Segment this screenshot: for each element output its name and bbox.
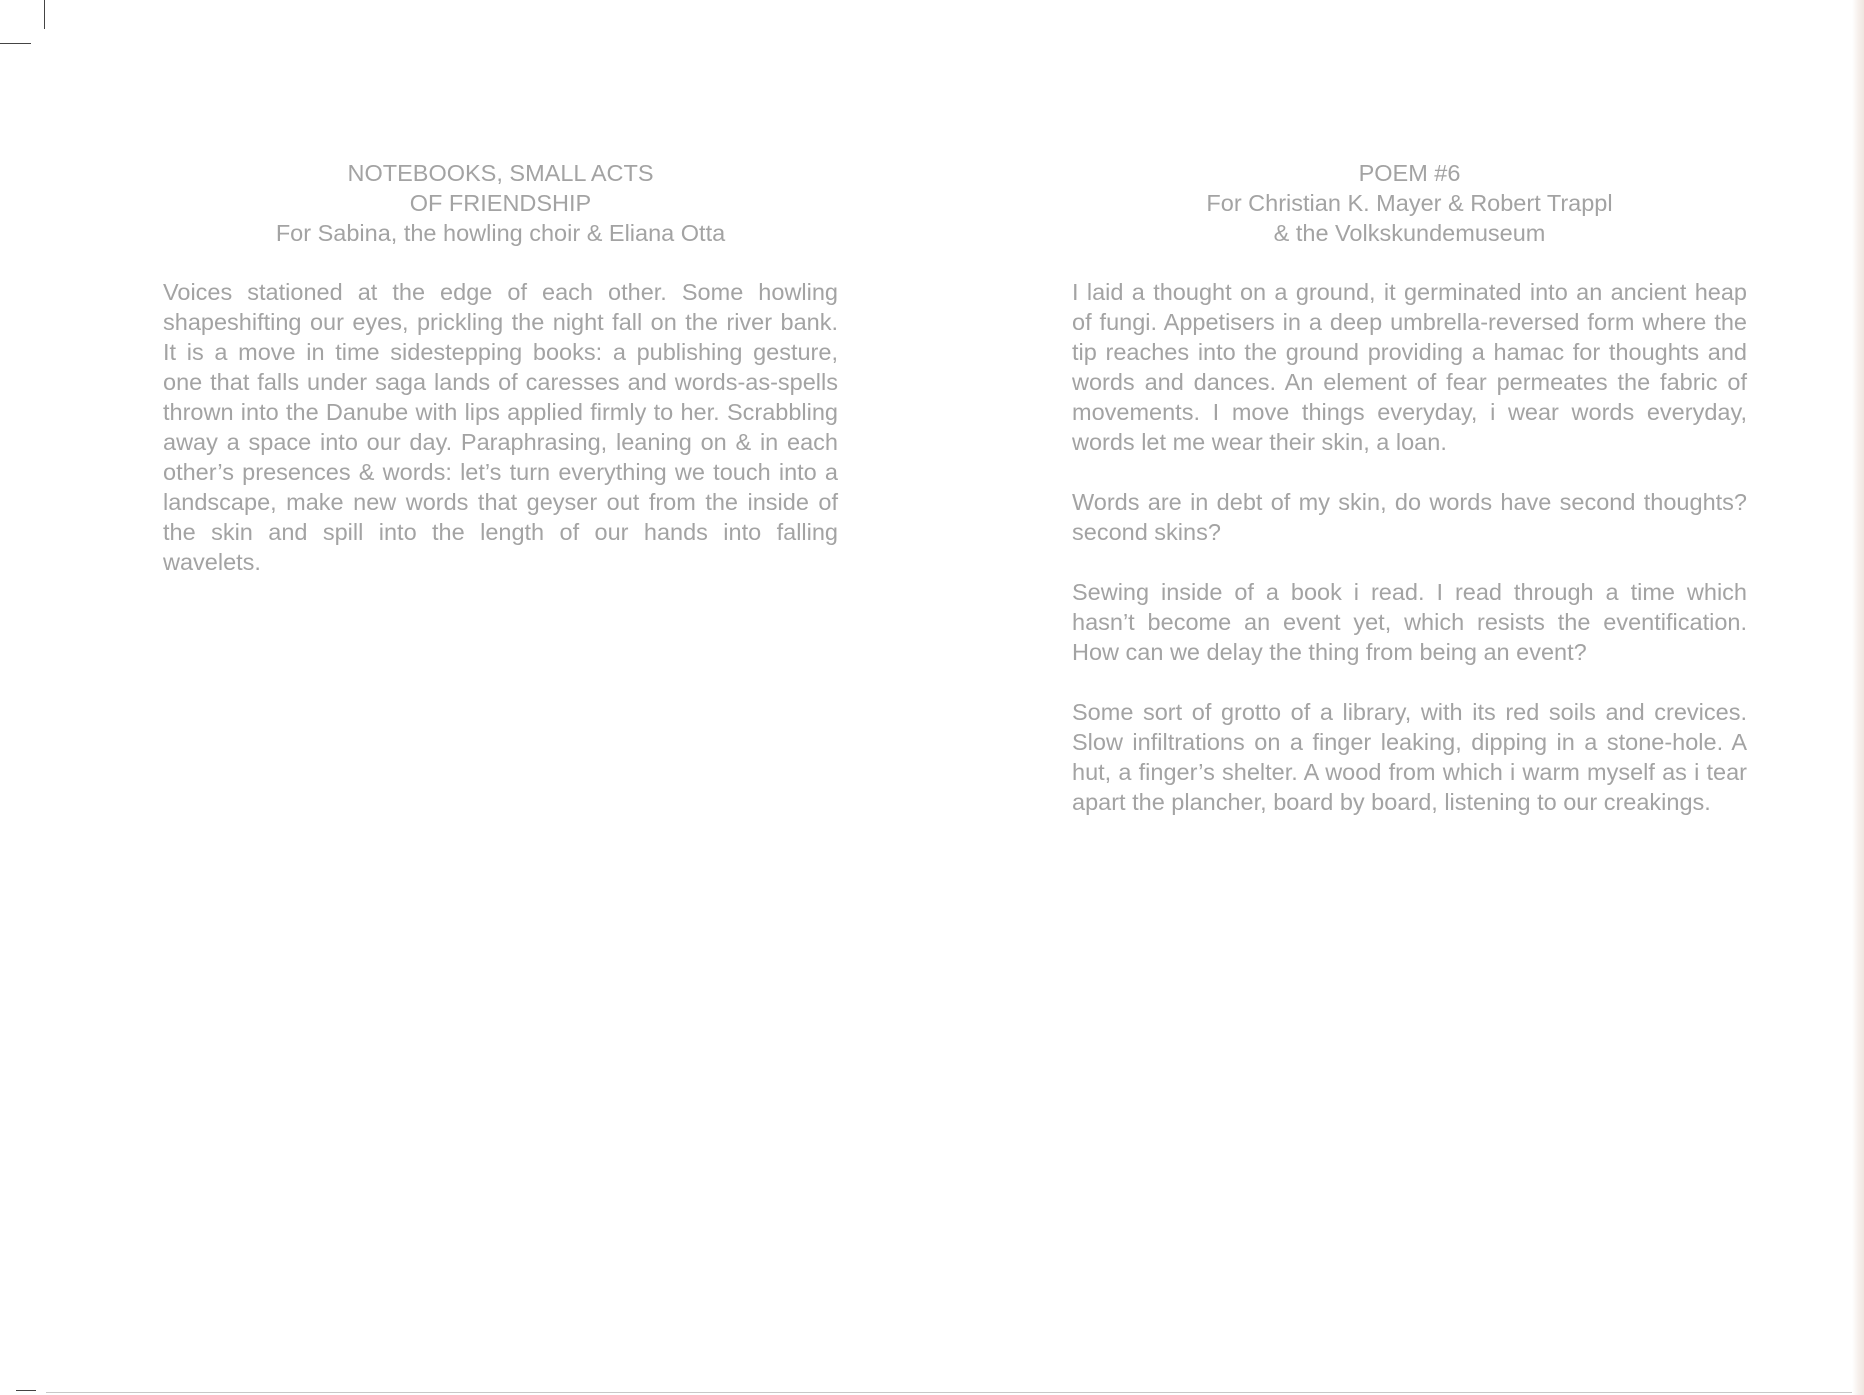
right-body-paragraph-1: I laid a thought on a ground, it germinated into an ancient heap of fungi. Appetisers in a deep umbrella-reversed form where the tip reaches into the ground providing a hamac for thoughts and words and dances. An element of fear permeates the fabric of movements. I move things everyday, i wear words everyday, words let me wear their skin, a loan. [1072, 279, 1747, 455]
page-bottom-edge [46, 1392, 1864, 1393]
right-body-paragraph-4: Some sort of grotto of a library, with its red soils and crevices. Slow infiltrations on a finger leaking, dipping in a stone-hole. A hut, a finger’s shelter. A wood from which i warm myself as i tear apart the plancher, board by board, listening to our creakings. [1072, 699, 1747, 815]
right-body-paragraph-3: Sewing inside of a book i read. I read through a time which hasn’t become an event yet, which resists the eventification. How can we delay the thing from being an event? [1072, 579, 1747, 665]
left-page-heading [163, 158, 838, 248]
left-heading-dedication: For Sabina, the howling choir & Eliana Otta [275, 220, 726, 246]
right-page [1072, 158, 1747, 847]
left-heading-title-line-2: OF FRIENDSHIP [409, 190, 592, 216]
right-body-paragraph-2: Words are in debt of my skin, do words have second thoughts? second skins? [1072, 489, 1747, 545]
left-heading-title-line-1: NOTEBOOKS, SMALL ACTS [347, 160, 654, 186]
right-heading-dedication-line-1: For Christian K. Mayer & Robert Trappl [1206, 190, 1613, 216]
left-page [163, 158, 838, 607]
crop-mark-bottom [16, 1390, 36, 1391]
right-heading-dedication-line-2: & the Volkskundemuseum [1273, 220, 1546, 246]
right-heading-title: POEM #6 [1358, 160, 1461, 186]
crop-mark-vertical [44, 0, 45, 29]
page-right-edge-shadow [1852, 0, 1864, 1395]
right-page-heading [1072, 158, 1747, 248]
crop-mark-horizontal [0, 43, 31, 44]
left-body-paragraph: Voices stationed at the edge of each other. Some howling shapeshifting our eyes, prickling the night fall on the river bank. It is a move in time sidestepping books: a publishing gesture, one that falls under saga lands of caresses and words-as-spells thrown into the Danube with lips applied firmly to her. Scrabbling away a space into our day. Paraphrasing, leaning on & in each other’s presences & words: let’s turn everything we touch into a landscape, make new words that geyser out from the inside of the skin and spill into the length of our hands into falling wavelets. [163, 279, 838, 575]
